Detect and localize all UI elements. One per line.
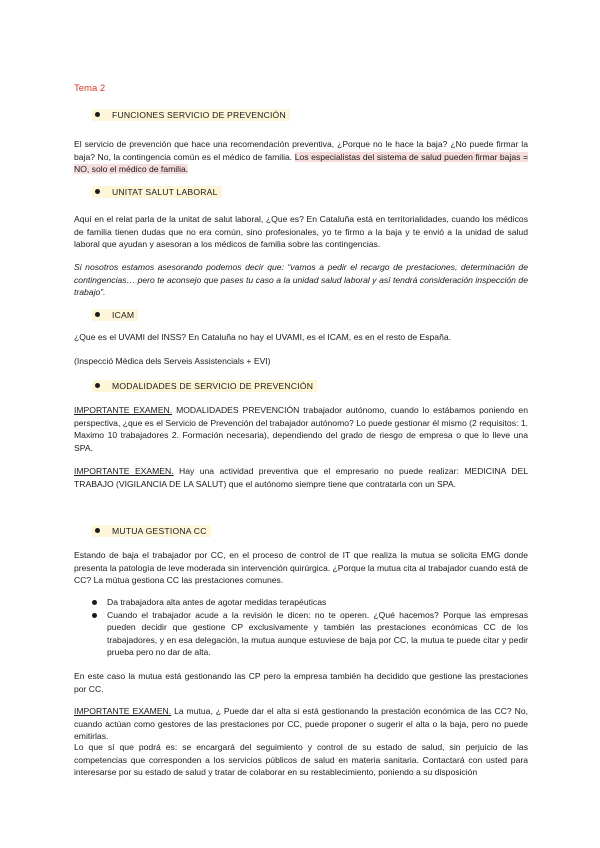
section-heading-modalidades	[92, 380, 317, 392]
paragraph-text: El servicio de prevención que hace una recomendación preventiva, ¿Porque no le hace la baja? ¿No puede firmar la baja? No, la contingencia común es el médico de familia.	[74, 139, 528, 162]
section-heading-unitat	[92, 186, 222, 198]
list-item	[92, 596, 528, 609]
paragraph-unitat: Aquí en el relat parla de la unitat de salut laboral, ¿Que es? En Cataluña está en territorialidades, cuando los médicos de familia tienen dudas que no era común, sino profesionales, yo te firmo a la baja y te envió a la unidad de salud laboral que ayudan y asesoran a los médicos de familia sobre las contingencias.	[74, 214, 528, 250]
paragraph-medicina-trabajo	[74, 465, 528, 490]
section-heading-text: ICAM	[112, 310, 135, 320]
paragraph-text: MODALIDADES PREVENCIÓN trabajador autónomo, cuando lo estábamos poniendo en perspectiva, ¿que es el Servicio de Prevención del trabajador autónomo? Lo puede gestionar él mismo (2 requisitos: 1. Maximo 10 trabajadores 2. Formación necesaria), dependiendo del grado de riesgo de empresa o que lo lleve una SPA.	[74, 405, 528, 453]
section-heading-text: MODALIDADES DE SERVICIO DE PREVENCIÓN	[112, 381, 314, 391]
important-label: IMPORTANTE EXAMEN.	[74, 706, 172, 716]
bullet-icon	[95, 312, 100, 317]
bullet-icon	[95, 112, 100, 117]
paragraph-seguimiento: Lo que sí que podrá es: se encargará del seguimiento y control de su estado de salud, sin perjuicio de las competencias que corresponden a los servicios públicos de salud en materia sanitaria. Contactará con usted para interesarse por su estado de salud y tratar de colaborar en su restablecimiento, poniendo a su disposición	[74, 742, 528, 778]
bullet-icon	[95, 383, 100, 388]
mutua-bullet-list	[92, 596, 528, 659]
paragraph-uvami: ¿Que es el UVAMI del INSS? En Cataluña no hay el UVAMI, es el ICAM, es en el resto de España.	[74, 332, 452, 342]
section-heading-text: MUTUA GESTIONA CC	[112, 526, 207, 536]
bullet-icon	[92, 613, 97, 618]
list-item-text: Da trabajadora alta antes de agotar medidas terapéuticas	[107, 597, 327, 607]
section-heading-text: FUNCIONES SERVICIO DE PREVENCIÓN	[112, 110, 286, 120]
paragraph-funciones	[74, 138, 528, 176]
paragraph-inspeccio: (Inspecció Mèdica dels Serveis Assistencials + EVI)	[74, 356, 271, 366]
paragraph-asesorando: Si nosotros estamos asesorando podemos decir que: “vamos a pedir el recargo de prestaciones, determinación de contingencias… pero te aconsejo que pases tu caso a la unidad salud laboral y así tendrá consideración inspección de trabajo”.	[74, 262, 528, 298]
section-heading-text: UNITAT SALUT LABORAL	[112, 187, 218, 197]
bullet-icon	[95, 528, 100, 533]
paragraph-text: La mutua, ¿ Puede dar el alta si está gestionando la prestación económica de las CC? No, cuando actúan como gestores de las prestaciones por CC, puede proponer o sugerir el alta o la baja, pero no puede emitirlas.	[74, 706, 528, 742]
bullet-icon	[92, 600, 97, 605]
highlighted-text: Los especialistas del sistema de salud pueden firmar bajas = NO, solo el médico de familia.	[74, 151, 528, 175]
section-heading-icam	[92, 309, 138, 321]
paragraph-caso-mutua: En este caso la mutua está gestionando las CP pero la empresa también ha decidido que gestione las prestaciones por CC.	[74, 671, 528, 694]
paragraph-mutua: Estando de baja el trabajador por CC, en el proceso de control de IT que realiza la mutua se solicita EMG donde presenta la patología de leve moderada sin intervención quirúrgica. ¿Porque la mutua cita al trabajador cuando está de CC? La mútua gestiona CC las prestaciones comunes.	[74, 550, 528, 586]
section-heading-mutua	[92, 525, 211, 537]
section-heading-funciones	[92, 109, 290, 121]
important-label: IMPORTANTE EXAMEN.	[74, 405, 173, 415]
topic-title: Tema 2	[74, 83, 106, 94]
paragraph-text: Hay una actividad preventiva que el empresario no puede realizar: MEDICINA DEL TRABAJO (VIGILANCIA DE LA SALUT) que el autónomo siempre tiene que contratarla con un SPA.	[74, 466, 528, 489]
paragraph-alta-mutua	[74, 705, 528, 743]
bullet-icon	[95, 189, 100, 194]
important-label: IMPORTANTE EXAMEN.	[74, 466, 174, 476]
list-item-text: Cuando el trabajador acude a la revisión le dicen: no te operen. ¿Qué hacemos? Porque las empresas pueden decidir que gestione CP exclusivamente y también las prestaciones económicas CC de los trabajadores, y en esa delegación, la mutua aunque estuviese de baja por CC, la mutua te puede citar y pedir prueba pero no dar de alta.	[107, 609, 528, 658]
list-item	[92, 609, 528, 659]
paragraph-modalidades	[74, 404, 528, 454]
